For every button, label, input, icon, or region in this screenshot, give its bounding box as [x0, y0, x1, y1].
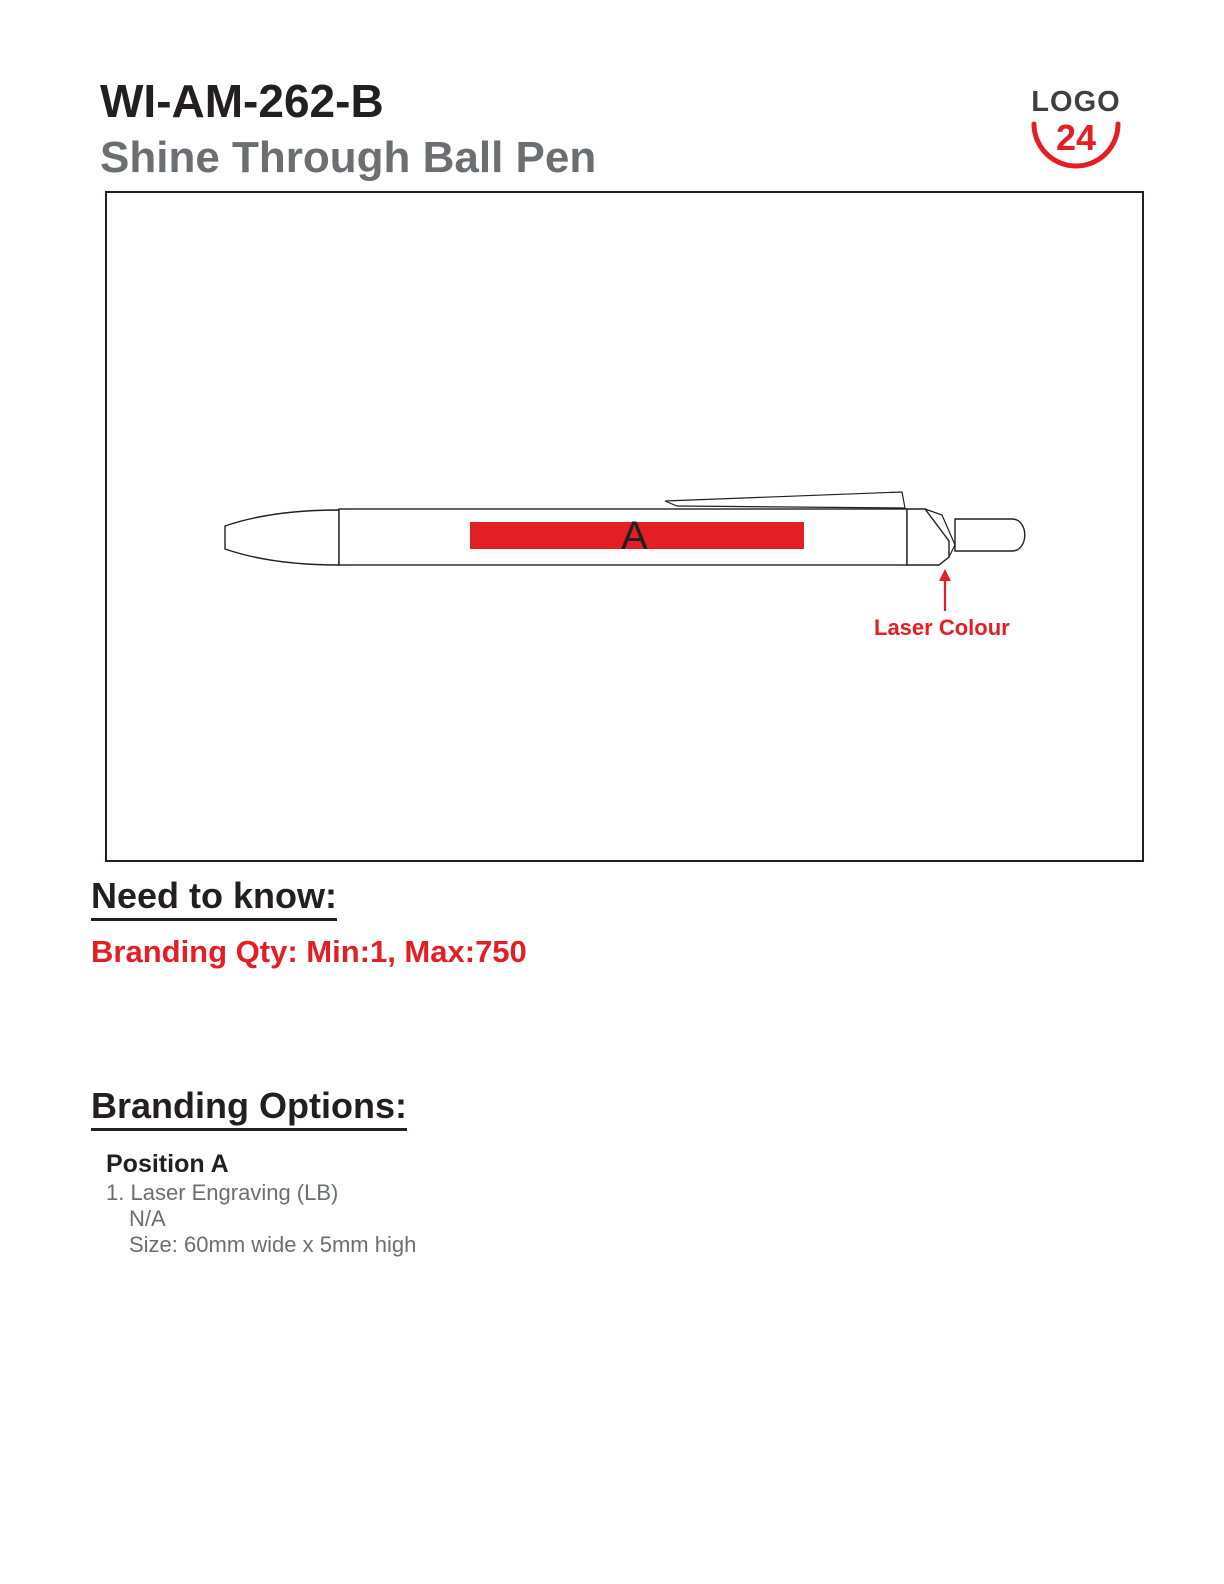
- product-drawing: [105, 191, 1144, 862]
- laser-arrow-icon: [939, 569, 951, 581]
- option-method: Laser Engraving (LB): [130, 1180, 339, 1205]
- branding-option-list: [106, 1180, 416, 1258]
- product-code: WI-AM-262-B: [100, 75, 384, 127]
- option-number: 1.: [106, 1180, 125, 1205]
- option-note: N/A: [129, 1206, 166, 1231]
- logo-number: 24: [1055, 117, 1097, 158]
- pen-tip: [225, 510, 339, 565]
- logo24-logo: [1026, 84, 1126, 174]
- pen-plunger: [955, 519, 1025, 551]
- branding-options-heading: Branding Options:: [91, 1086, 407, 1131]
- laser-colour-label: Laser Colour: [874, 615, 1010, 640]
- list-item: [106, 1180, 416, 1206]
- pen-clip: [665, 492, 905, 508]
- product-name: Shine Through Ball Pen: [100, 133, 597, 182]
- position-a-title: Position A: [106, 1150, 229, 1178]
- option-size: Size: 60mm wide x 5mm high: [129, 1232, 417, 1257]
- need-to-know-heading: Need to know:: [91, 876, 337, 921]
- position-a-label: A: [621, 514, 648, 558]
- logo-text: LOGO: [1031, 86, 1121, 118]
- branding-qty: Branding Qty: Min:1, Max:750: [91, 934, 527, 969]
